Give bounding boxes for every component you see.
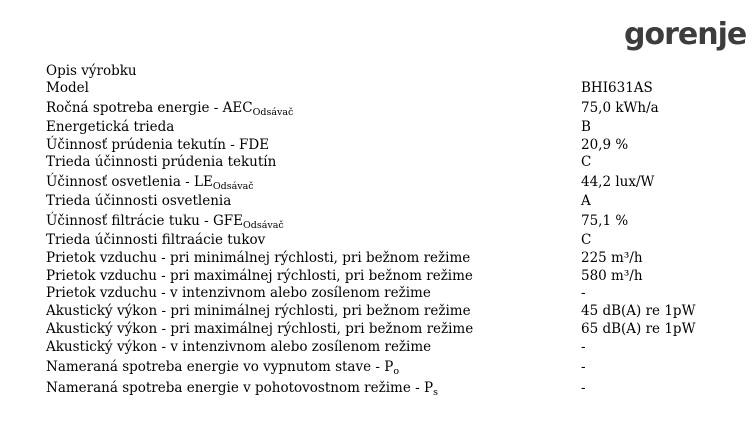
spec-row (46, 211, 736, 232)
spec-label: Prietok vzduchu - pri maximálnej rýchlosti, pri bežnom režime (46, 267, 473, 284)
spec-value: 225 m³/h (581, 249, 643, 266)
spec-row (46, 98, 736, 119)
section-heading: Opis výrobku (46, 63, 137, 79)
spec-value: 75,1 % (581, 212, 629, 229)
spec-value: BHI631AS (581, 80, 653, 96)
spec-label: Trieda účinnosti osvetlenia (46, 193, 232, 210)
spec-value: 65 dB(A) re 1pW (581, 320, 696, 337)
spec-label: Model (46, 80, 89, 96)
spec-row (46, 172, 736, 193)
spec-value: C (581, 231, 592, 248)
spec-label: Trieda účinnosti prúdenia tekutín (46, 154, 277, 171)
spec-value: A (581, 193, 591, 210)
spec-row (46, 303, 736, 321)
spec-row (46, 321, 736, 339)
spec-row (46, 137, 736, 155)
spec-label: Akustický výkon - pri maximálnej rýchlosti, pri bežnom režime (46, 320, 474, 337)
spec-value: 20,9 % (581, 136, 629, 153)
spec-label: Akustický výkon - v intenzivnom alebo zosílenom režime (46, 338, 432, 355)
spec-row (46, 154, 736, 172)
spec-label: Trieda účinnosti filtraácie tukov (46, 231, 266, 248)
spec-value: C (581, 154, 592, 171)
spec-value: 45 dB(A) re 1pW (581, 303, 696, 320)
spec-table (46, 80, 736, 399)
spec-value: 75,0 kWh/a (581, 99, 659, 116)
spec-row (46, 119, 736, 137)
spec-row (46, 80, 736, 98)
spec-value: - (581, 379, 586, 396)
spec-row (46, 357, 736, 378)
spec-value: 580 m³/h (581, 267, 643, 284)
spec-value: 44,2 lux/W (581, 174, 655, 191)
spec-label: Prietok vzduchu - v intenzivnom alebo zosílenom režime (46, 285, 431, 302)
spec-value: - (581, 338, 586, 355)
spec-row (46, 285, 736, 303)
spec-value: B (581, 118, 591, 135)
spec-row (46, 250, 736, 268)
spec-label: Akustický výkon - pri minimálnej rýchlosti, pri bežnom režime (46, 303, 471, 320)
spec-label: Nameraná spotreba energie vo vypnutom stave - $P_o$ (46, 358, 400, 377)
spec-label: Energetická trieda (46, 118, 175, 135)
spec-label: Prietok vzduchu - pri minimálnej rýchlosti, pri bežnom režime (46, 249, 471, 266)
spec-value: - (581, 285, 586, 302)
spec-value: - (581, 358, 586, 375)
spec-label: Ročná spotreba energie - $AEC_{Odsávač}$ (46, 99, 294, 118)
spec-label: Účinnosť osvetlenia - $LE_{Odsávač}$ (46, 174, 254, 193)
spec-row (46, 378, 736, 399)
spec-row (46, 268, 736, 286)
brand-logo: gorenje (624, 17, 747, 52)
spec-label: Účinnosť prúdenia tekutín - FDE (46, 136, 270, 153)
spec-row (46, 232, 736, 250)
spec-label: Účinnosť filtrácie tuku - $GFE_{Odsávač}$ (46, 212, 284, 231)
spec-row (46, 339, 736, 357)
spec-row (46, 193, 736, 211)
spec-label: Nameraná spotreba energie v pohotovostnom režime - $P_s$ (46, 379, 438, 398)
